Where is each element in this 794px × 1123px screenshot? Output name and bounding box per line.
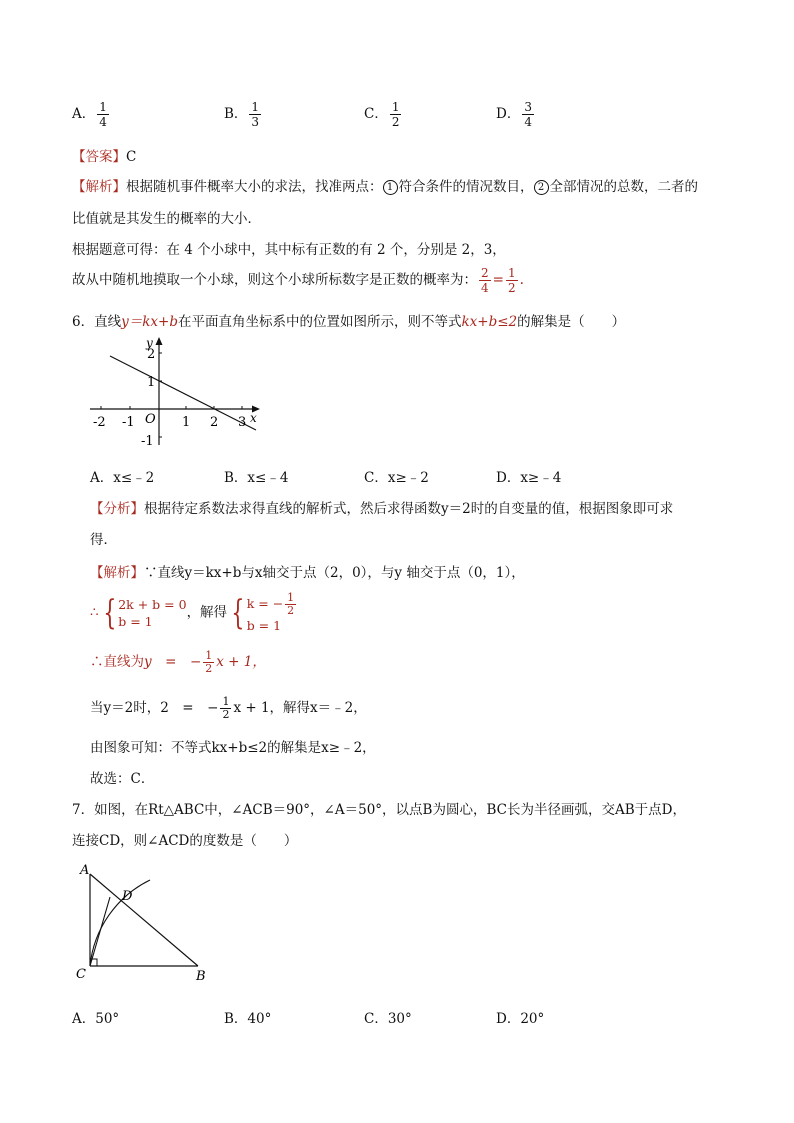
q7-option-a: A．50° xyxy=(72,1011,120,1027)
x-tick-label: 1 xyxy=(182,415,191,430)
q7-stem-line2: 连接CD，则∠ACD的度数是（ ） xyxy=(72,833,298,849)
q5-analysis-line1: 【解析】根据随机事件概率大小的求法，找准两点： 1 符合条件的情况数目， 2 全部情况的总数，二者的 xyxy=(72,179,698,195)
q5-answer: 【答案】C xyxy=(72,149,137,165)
x-tick-label: -1 xyxy=(122,415,135,430)
point-B-label: B xyxy=(196,969,206,984)
q6-option-d: D．x≥﹣4 xyxy=(496,470,562,486)
q5-analysis-line3: 根据题意可得：在 4 个小球中，其中标有正数的有 2 个，分别是 2，3， xyxy=(72,242,506,258)
q5-option-c: C． $\frac{1}{2}$ xyxy=(364,100,400,129)
q7-option-c: C．30° xyxy=(364,1011,412,1027)
q5-option-b: B． $\frac{1}{3}$ xyxy=(224,100,260,129)
q5-analysis-line4: 故从中随机地摸取一个小球，则这个小球所标数字是正数的概率为： $\frac{2}{4}$ = $\frac{1}{2}$ . xyxy=(72,266,524,295)
q7-option-b: B．40° xyxy=(224,1011,272,1027)
y-tick-label: 2 xyxy=(147,347,156,362)
q5-option-a: A． $\frac{1}{4}$ xyxy=(72,100,107,129)
fraction: $\frac{1}{2}$ xyxy=(287,591,295,617)
x-tick-label: 2 xyxy=(210,415,219,430)
system-2: { k = − $\frac{1}{2}$ b = 1 xyxy=(231,591,295,633)
q5-option-d: D． $\frac{3}{4}$ xyxy=(496,100,532,129)
q7-option-d: D．20° xyxy=(496,1011,545,1027)
q6-option-c: C．x≥﹣2 xyxy=(364,470,429,486)
q6-equation-system: ∴ { 2k + b = 0 b = 1 ，解得 { k = − $\frac{1}{2}$ b = 1 xyxy=(90,592,298,634)
q6-line-equation: ∴直线为y = − $\frac{1}{2}$ x + 1， xyxy=(90,649,266,675)
fraction: $\frac{1}{2}$ xyxy=(205,649,213,675)
q6-option-a: A．x≤﹣2 xyxy=(90,470,155,486)
q6-choice: 故选：C． xyxy=(90,771,155,787)
system-1: { 2k + b = 0 b = 1 xyxy=(102,593,187,633)
q5-analysis-line2: 比值就是其发生的概率的大小． xyxy=(72,211,261,227)
y-tick-label: 1 xyxy=(147,375,156,390)
x-tick-label: -2 xyxy=(93,415,106,430)
fraction: $\frac{1}{2}$ xyxy=(507,266,516,295)
y-axis-arrow xyxy=(156,337,163,345)
fraction: $\frac{1}{3}$ xyxy=(251,100,260,129)
q7-triangle-figure xyxy=(70,858,220,988)
q7-stem-line1: 7．如图，在Rt△ABC中，∠ACB＝90°，∠A＝50°，以点B为圆心，BC长为半径画弧，交AB于点D， xyxy=(72,802,686,818)
q6-option-b: B．x≤﹣4 xyxy=(224,470,289,486)
point-C-label: C xyxy=(76,967,86,982)
fraction: $\frac{1}{2}$ xyxy=(391,100,400,129)
q6-fenxi-line2: 得． xyxy=(90,532,117,548)
y-tick-label: -1 xyxy=(141,434,154,449)
q6-coordinate-graph xyxy=(84,335,269,450)
y-axis-label: y xyxy=(146,336,153,350)
q6-jiexi-line1: 【解析】∵直线y＝kx+b与x轴交于点（2，0），与y 轴交于点（0，1）， xyxy=(90,565,525,581)
q6-when-y2: 当y＝2时，2 = − $\frac{1}{2}$ x + 1，解得x＝﹣2， xyxy=(90,695,367,721)
point-D-label: D xyxy=(122,889,133,904)
fraction: $\frac{1}{4}$ xyxy=(99,100,107,129)
point-A-label: A xyxy=(80,863,90,878)
q6-conclusion: 由图象可知：不等式kx+b≤2的解集是x≥﹣2， xyxy=(90,740,376,756)
origin-label: O xyxy=(145,412,156,427)
arc xyxy=(90,880,150,966)
q6-stem: 6．直线y＝kx+b在平面直角坐标系中的位置如图所示，则不等式kx+b≤2的解集是（ ） xyxy=(72,314,626,330)
x-axis-label: x xyxy=(250,411,257,425)
x-tick-label: 3 xyxy=(238,415,247,430)
fraction: $\frac{3}{4}$ xyxy=(524,100,532,129)
fraction: $\frac{1}{2}$ xyxy=(222,695,230,721)
fraction: $\frac{2}{4}$ xyxy=(481,266,489,295)
q6-fenxi-line1: 【分析】根据待定系数法求得直线的解析式，然后求得函数y＝2时的自变量的值，根据图象即可求 xyxy=(90,501,674,517)
